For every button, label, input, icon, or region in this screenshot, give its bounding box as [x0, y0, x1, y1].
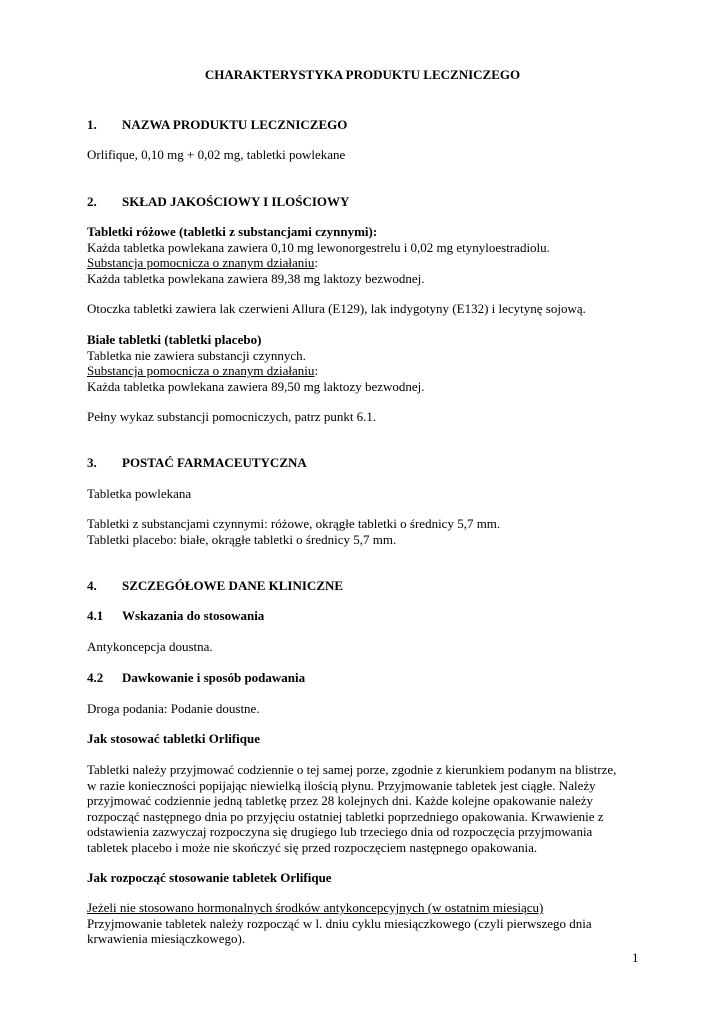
- section-number: 2.: [87, 194, 97, 209]
- white-tablets-lactose: Każda tabletka powlekana zawiera 89,50 mg laktozy bezwodnej.: [87, 378, 425, 394]
- excipient-label-colon: :: [314, 255, 319, 270]
- page-number: 1: [632, 950, 639, 965]
- excipients-reference: Pełny wykaz substancji pomocniczych, patrz punkt 6.1.: [87, 409, 377, 424]
- how-to-take-heading: Jak stosować tabletki Orlifique: [87, 731, 260, 746]
- paragraph-line: Przyjmowanie tabletek należy rozpocząć w l. dniu cyklu miesiączkowego (czyli pierwszego dnia: [87, 915, 592, 931]
- pink-tablets-composition: Każda tabletka powlekana zawiera 0,10 mg lewonorgestrelu i 0,02 mg etynyloestradiolu.: [87, 239, 550, 255]
- paragraph-line: tabletek placebo i może nie skończyć się przed rozpoczęciem następnego opakowania.: [87, 839, 538, 855]
- subsection-title: Wskazania do stosowania: [122, 608, 265, 623]
- paragraph-line: w razie konieczności popijając niewielką ilością płynu. Przyjmowanie tabletek jest ciągłe. Należy: [87, 777, 596, 793]
- product-name: Orlifique, 0,10 mg + 0,02 mg, tabletki powlekane: [87, 147, 346, 162]
- section-4-2-heading: [87, 670, 647, 686]
- section-4-heading: [87, 578, 647, 594]
- active-tablet-description: Tabletki z substancjami czynnymi: różowe, okrągłe tabletki o średnicy 5,7 mm.: [87, 516, 501, 531]
- how-to-take-paragraph: [87, 762, 647, 855]
- excipient-label-text: Substancja pomocnicza o znanym działaniu: [87, 255, 315, 270]
- section-number: 3.: [87, 455, 97, 470]
- section-title: SZCZEGÓŁOWE DANE KLINICZNE: [122, 578, 344, 593]
- no-prior-contraception-subheading: Jeżeli nie stosowano hormonalnych środków antykoncepcyjnych (w ostatnim miesiącu): [87, 900, 544, 915]
- how-to-start-heading: Jak rozpocząć stosowanie tabletek Orlifique: [87, 870, 332, 885]
- paragraph-line: krwawienia miesiączkowego).: [87, 931, 246, 946]
- section-title: SKŁAD JAKOŚCIOWY I ILOŚCIOWY: [122, 194, 350, 209]
- tablet-description: [87, 516, 647, 547]
- how-to-start-paragraph: [87, 900, 647, 947]
- paragraph-line: odstawienia zazwyczaj rozpoczyna się drugiego lub trzeciego dnia od rozpoczęcia przyjmowania: [87, 824, 593, 839]
- excipient-label-text: Substancja pomocnicza o znanym działaniu: [87, 363, 315, 378]
- subsection-number: 4.1: [87, 608, 104, 623]
- white-tablets-block: [87, 332, 647, 394]
- pharmaceutical-form: Tabletka powlekana: [87, 486, 192, 501]
- paragraph-line: Tabletki należy przyjmować codziennie o tej samej porze, zgodnie z kierunkiem podanym na blistrze,: [87, 762, 617, 777]
- indication-text: Antykoncepcja doustna.: [87, 639, 213, 654]
- route-of-administration: Droga podania: Podanie doustne.: [87, 701, 260, 716]
- section-4-1-heading: [87, 608, 647, 624]
- coating-text: Otoczka tabletki zawiera lak czerwieni Allura (E129), lak indygotyny (E132) i lecytynę sojową.: [87, 301, 586, 316]
- paragraph-line: przyjmować codziennie jedną tabletkę przez 28 kolejnych dni. Każde kolejne opakowanie należy: [87, 793, 594, 808]
- section-3-heading: [87, 455, 647, 471]
- section-number: 1.: [87, 117, 97, 132]
- subsection-title: Dawkowanie i sposób podawania: [122, 670, 306, 685]
- white-tablets-title: Białe tabletki (tabletki placebo): [87, 332, 262, 347]
- section-2-heading: [87, 194, 647, 210]
- pink-tablets-lactose: Każda tabletka powlekana zawiera 89,38 mg laktozy bezwodnej.: [87, 270, 425, 286]
- section-number: 4.: [87, 578, 97, 593]
- section-1-heading: [87, 117, 647, 133]
- placebo-tablet-description: Tabletki placebo: białe, okrągłe tabletki o średnicy 5,7 mm.: [87, 531, 397, 547]
- white-tablets-composition: Tabletka nie zawiera substancji czynnych.: [87, 347, 306, 363]
- paragraph-line: rozpocząć następnego dnia po przyjęciu ostatniej tabletki poprzedniego opakowania. Krwawienie z: [87, 808, 604, 824]
- section-title: NAZWA PRODUKTU LECZNICZEGO: [122, 117, 348, 132]
- pink-tablets-block: [87, 224, 647, 286]
- pink-tablets-title: Tabletki różowe (tabletki z substancjami czynnymi):: [87, 224, 378, 239]
- pink-excipient-label: [87, 255, 647, 271]
- excipient-label-colon: :: [314, 363, 319, 378]
- section-title: POSTAĆ FARMACEUTYCZNA: [122, 455, 307, 470]
- white-excipient-label: [87, 363, 647, 379]
- document-title: CHARAKTERYSTYKA PRODUKTU LECZNICZEGO: [204, 67, 521, 82]
- subsection-number: 4.2: [87, 670, 104, 685]
